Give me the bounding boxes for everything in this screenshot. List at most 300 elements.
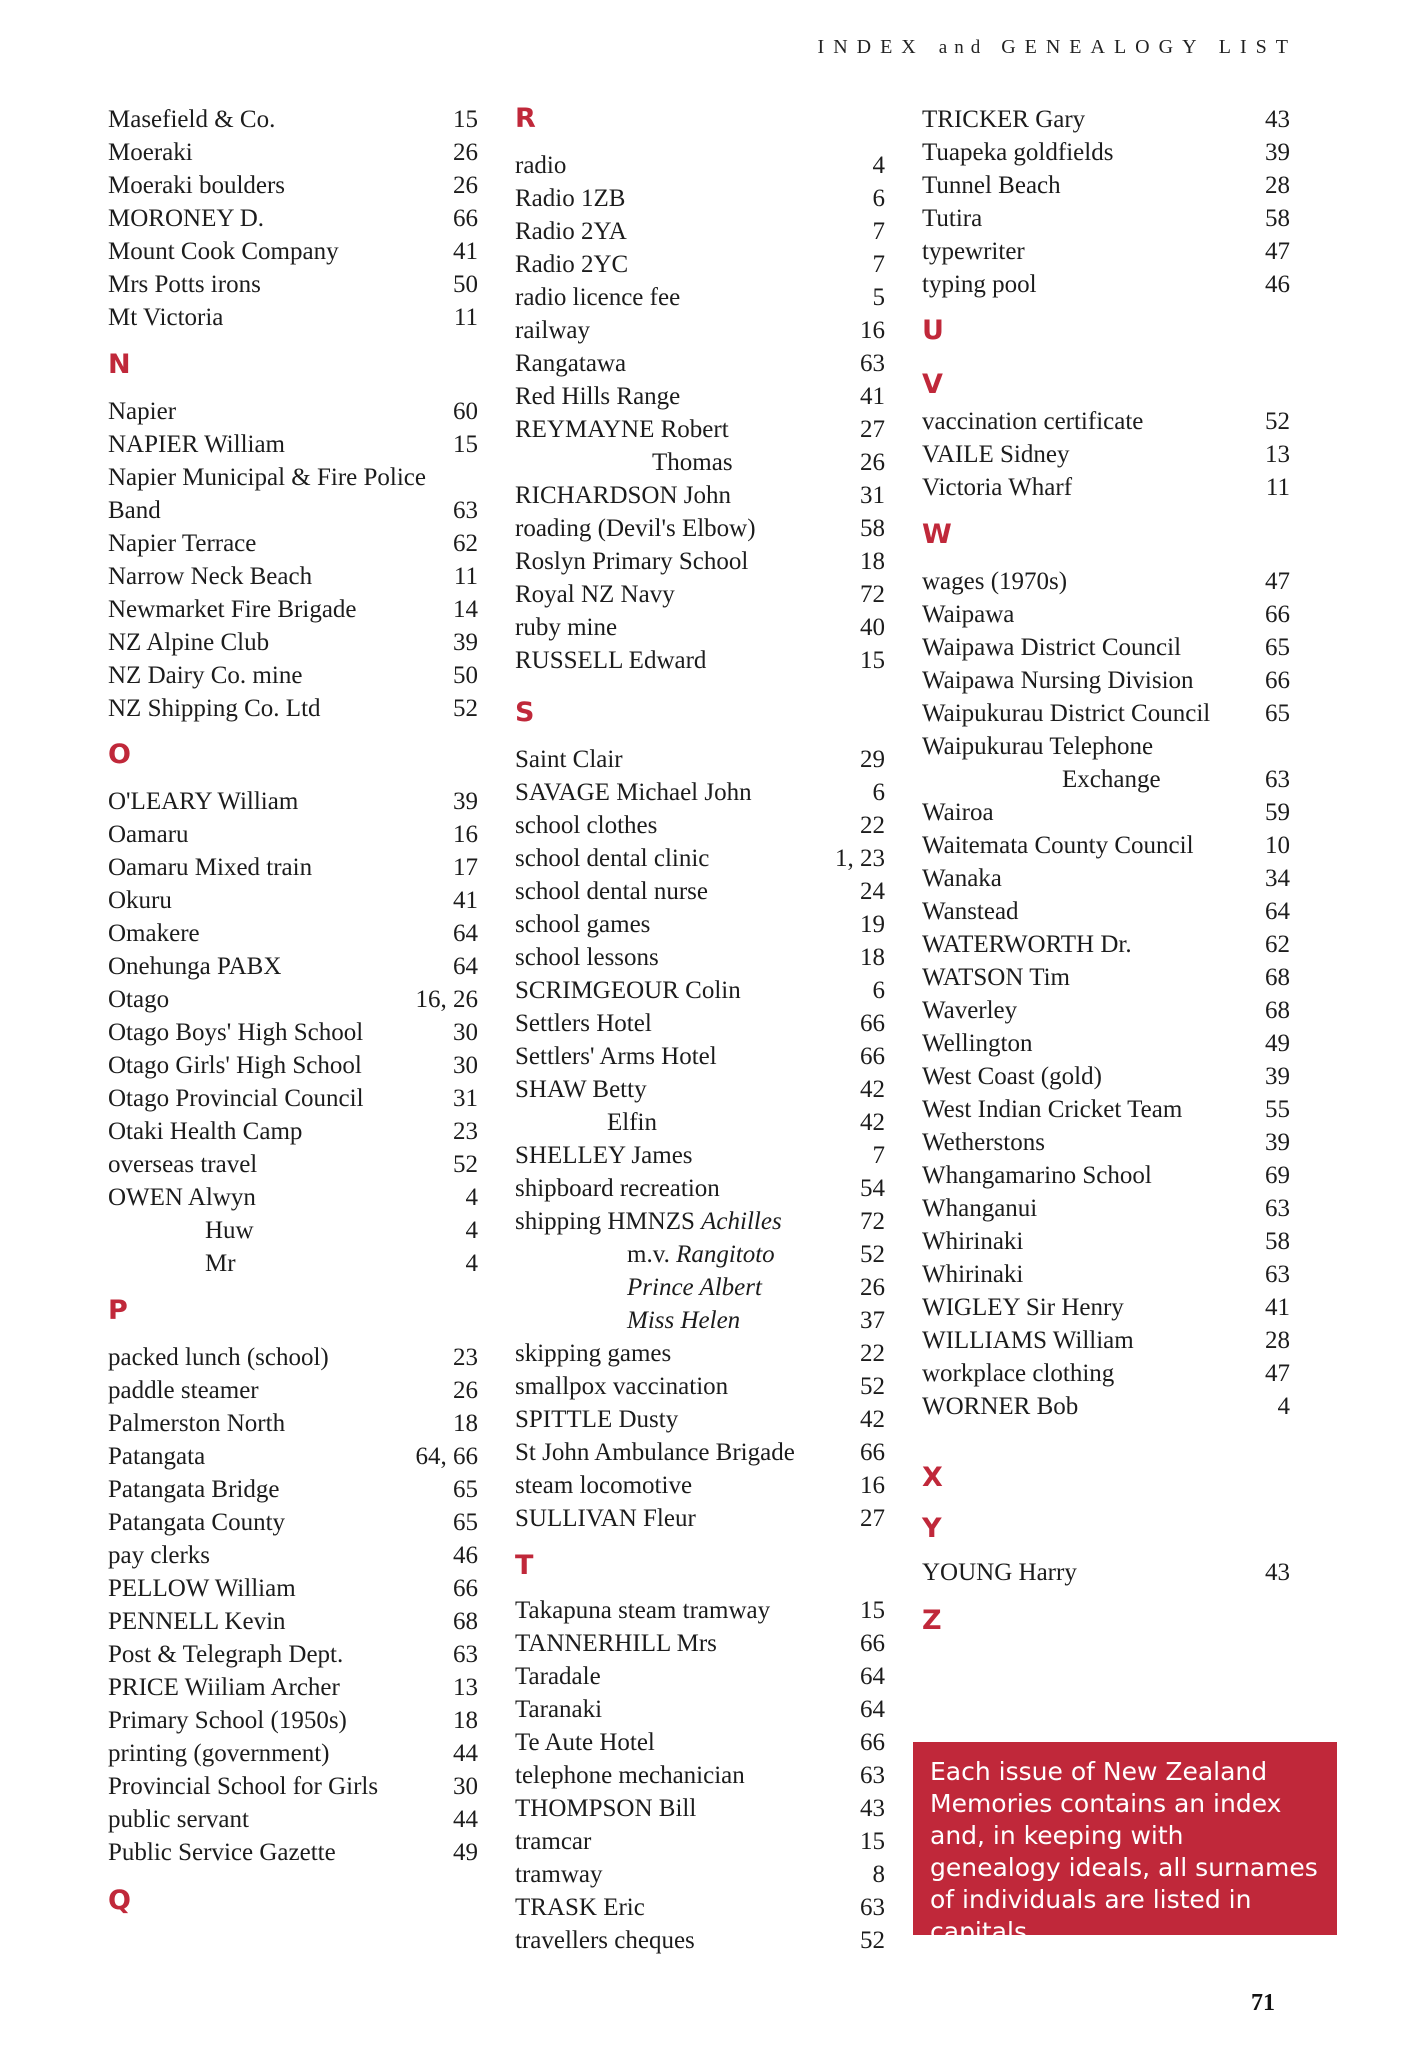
- entry-term: [108, 884, 172, 917]
- index-entry: [108, 136, 478, 169]
- index-entry: [922, 1126, 1290, 1159]
- entry-page-number: 64: [453, 953, 478, 980]
- entry-term-italic: Prince Albert: [627, 1274, 762, 1301]
- index-entry: [108, 1836, 478, 1869]
- index-entry: [922, 1192, 1290, 1225]
- index-entry: [922, 1159, 1290, 1192]
- entry-term-text: Red Hills Range: [515, 383, 681, 410]
- index-entry: [515, 1469, 885, 1502]
- entry-page-number: 47: [1265, 238, 1290, 265]
- entry-term-text: railway: [515, 317, 590, 344]
- section-t: [515, 1594, 885, 1957]
- entry-term-text: Mount Cook Company: [108, 238, 339, 265]
- entry-term: [108, 1148, 257, 1181]
- entry-term: [922, 1324, 1134, 1357]
- entry-term: [515, 380, 680, 413]
- page-number: 71: [1251, 1990, 1275, 2016]
- entry-term-text: Te Aute Hotel: [515, 1729, 655, 1756]
- index-entry: [922, 471, 1290, 504]
- entry-term-text: Thomas: [652, 449, 733, 476]
- entry-term-text: SULLIVAN Fleur: [515, 1505, 696, 1532]
- entry-term: [922, 1126, 1045, 1159]
- entry-term-text: Mt Victoria: [108, 304, 224, 331]
- entry-page-number: 65: [453, 1476, 478, 1503]
- entry-term: [108, 1803, 249, 1836]
- entry-page-number: 17: [453, 854, 478, 881]
- entry-term-text: WATERWORTH Dr.: [922, 931, 1132, 958]
- entry-page-number: 23: [453, 1118, 478, 1145]
- entry-page-number: 22: [860, 1340, 885, 1367]
- entry-term: [515, 314, 590, 347]
- entry-page-number: 13: [1265, 441, 1290, 468]
- entry-term: [515, 512, 756, 545]
- entry-term: [922, 1192, 1037, 1225]
- index-entry: [108, 103, 478, 136]
- index-entry: [108, 1016, 478, 1049]
- entry-term-text: REYMAYNE Robert: [515, 416, 729, 443]
- entry-term: [515, 347, 626, 380]
- entry-term: [515, 1924, 695, 1957]
- entry-term-text: Whangamarino School: [922, 1162, 1152, 1189]
- entry-page-number: 66: [860, 1043, 885, 1070]
- entry-term-text: Waipukurau District Council: [922, 700, 1211, 727]
- index-entry: [108, 461, 478, 494]
- entry-term: [922, 268, 1037, 301]
- index-entry: [108, 626, 478, 659]
- entry-term-text: Rangatawa: [515, 350, 627, 377]
- entry-page-number: 72: [860, 581, 885, 608]
- entry-page-number: 11: [1265, 474, 1290, 501]
- entry-page-number: 46: [453, 1542, 478, 1569]
- entry-term: [922, 565, 1067, 598]
- entry-page-number: 65: [1265, 700, 1290, 727]
- letter-heading-w: W: [922, 519, 952, 550]
- entry-page-number: 52: [860, 1927, 885, 1954]
- entry-term: [922, 1225, 1023, 1258]
- entry-page-number: 4: [872, 152, 885, 179]
- entry-page-number: 11: [453, 563, 478, 590]
- letter-heading-o: O: [108, 739, 131, 770]
- entry-page-number: 26: [453, 1377, 478, 1404]
- entry-term-text: Waitemata County Council: [922, 832, 1194, 859]
- entry-term-text: Elfin: [607, 1109, 657, 1136]
- entry-term-text: Masefield & Co.: [108, 106, 276, 133]
- entry-page-number: 49: [1265, 1030, 1290, 1057]
- entry-term-text: MORONEY D.: [108, 205, 265, 232]
- entry-page-number: 1, 23: [835, 845, 885, 872]
- index-entry: [108, 1049, 478, 1082]
- entry-term-text: Napier: [108, 398, 177, 425]
- entry-term: [108, 1638, 343, 1671]
- section-v: [922, 405, 1290, 504]
- entry-term-text: Wellington: [922, 1030, 1033, 1057]
- entry-term-text: Radio 2YA: [515, 218, 627, 245]
- entry-page-number: 15: [453, 431, 478, 458]
- entry-page-number: 16: [860, 317, 885, 344]
- index-entry: [515, 1106, 885, 1139]
- entry-term-text: RUSSELL Edward: [515, 647, 707, 674]
- entry-term-text: shipping HMNZS: [515, 1208, 695, 1235]
- index-entry: [108, 428, 478, 461]
- entry-term-text: Exchange: [1062, 766, 1161, 793]
- index-entry: [515, 875, 885, 908]
- entry-term-text: Tuapeka goldfields: [922, 139, 1114, 166]
- entry-term: [922, 1027, 1032, 1060]
- header-index: INDEX: [817, 36, 925, 58]
- letter-heading-v: V: [922, 369, 943, 400]
- entry-page-number: 5: [872, 284, 885, 311]
- index-entry: [108, 494, 478, 527]
- letter-heading-n: N: [108, 349, 131, 380]
- entry-term: [627, 1238, 775, 1271]
- section-p: [108, 1341, 478, 1869]
- index-entry: [515, 809, 885, 842]
- entry-term-text: Radio 2YC: [515, 251, 629, 278]
- section-w: [922, 565, 1290, 1423]
- entry-page-number: 66: [860, 1630, 885, 1657]
- entry-page-number: 59: [1265, 799, 1290, 826]
- entry-term: [108, 202, 264, 235]
- entry-term-text: Onehunga PABX: [108, 953, 282, 980]
- entry-term-text: packed lunch (school): [108, 1344, 329, 1371]
- index-entry: [922, 1225, 1290, 1258]
- entry-term: [515, 809, 657, 842]
- entry-term: [922, 796, 994, 829]
- entry-term-text: typewriter: [922, 238, 1025, 265]
- entry-term: [515, 875, 708, 908]
- entry-term: [108, 1539, 210, 1572]
- entry-page-number: 58: [1265, 205, 1290, 232]
- entry-term: [515, 1759, 745, 1792]
- letter-heading-z: Z: [922, 1605, 942, 1636]
- entry-term-text: public servant: [108, 1806, 249, 1833]
- index-entry: [922, 895, 1290, 928]
- entry-page-number: 15: [860, 1597, 885, 1624]
- entry-page-number: 52: [1265, 408, 1290, 435]
- entry-term-text: Mrs Potts irons: [108, 271, 261, 298]
- entry-term-text: WIGLEY Sir Henry: [922, 1294, 1124, 1321]
- index-entry: [515, 479, 885, 512]
- entry-term-text: Napier Municipal & Fire Police: [108, 464, 426, 491]
- index-entry: [108, 1737, 478, 1770]
- index-entry: [515, 1370, 885, 1403]
- entry-term: [108, 103, 275, 136]
- entry-page-number: 63: [1265, 1261, 1290, 1288]
- entry-page-number: 63: [453, 1641, 478, 1668]
- index-entry: [515, 1858, 885, 1891]
- entry-term-text: roading (Devil's Elbow): [515, 515, 756, 542]
- index-entry: [108, 1115, 478, 1148]
- entry-term-text: TANNERHILL Mrs: [515, 1630, 717, 1657]
- index-entry: [922, 664, 1290, 697]
- entry-term-text: Saint Clair: [515, 746, 623, 773]
- index-entry: [108, 1704, 478, 1737]
- entry-term-text: O'LEARY William: [108, 788, 299, 815]
- entry-term: [922, 405, 1143, 438]
- index-entry: [515, 347, 885, 380]
- entry-term-text: school games: [515, 911, 651, 938]
- entry-page-number: 68: [453, 1608, 478, 1635]
- entry-term-text: Omakere: [108, 920, 200, 947]
- index-entry: [515, 1825, 885, 1858]
- entry-term: [922, 1291, 1124, 1324]
- entry-term: [627, 1271, 762, 1304]
- entry-page-number: 7: [872, 251, 885, 278]
- entry-page-number: 63: [453, 497, 478, 524]
- entry-term-text: Moeraki: [108, 139, 193, 166]
- index-entry: [515, 1337, 885, 1370]
- entry-page-number: 26: [860, 449, 885, 476]
- entry-page-number: 6: [872, 185, 885, 212]
- entry-term-text: Wanaka: [922, 865, 1002, 892]
- entry-page-number: 66: [1265, 601, 1290, 628]
- entry-term: [108, 1181, 256, 1214]
- entry-page-number: 43: [1265, 1559, 1290, 1586]
- entry-term: [515, 1469, 692, 1502]
- index-entry: [515, 941, 885, 974]
- index-entry: [108, 659, 478, 692]
- entry-term-text: travellers cheques: [515, 1927, 695, 1954]
- entry-page-number: 63: [860, 1762, 885, 1789]
- entry-term-text: Otago Girls' High School: [108, 1052, 362, 1079]
- entry-page-number: 15: [860, 1828, 885, 1855]
- index-entry: [515, 1759, 885, 1792]
- index-entry: [922, 1093, 1290, 1126]
- entry-term: [922, 961, 1070, 994]
- entry-term: [108, 950, 281, 983]
- entry-page-number: 63: [860, 350, 885, 377]
- header-genealogy-list: GENEALOGY LIST: [1001, 36, 1297, 58]
- entry-term-text: Post & Telegraph Dept.: [108, 1641, 344, 1668]
- entry-page-number: 16, 26: [415, 986, 478, 1013]
- index-entry: [922, 1556, 1290, 1589]
- entry-term-text: school dental clinic: [515, 845, 710, 872]
- entry-term-text: VAILE Sidney: [922, 441, 1070, 468]
- entry-term-text: St John Ambulance Brigade: [515, 1439, 795, 1466]
- entry-term-text: Oamaru: [108, 821, 189, 848]
- index-entry: [922, 438, 1290, 471]
- index-entry: [922, 763, 1290, 796]
- entry-term: [108, 818, 189, 851]
- entry-page-number: 30: [453, 1773, 478, 1800]
- index-entry: [922, 862, 1290, 895]
- entry-term: [108, 1473, 279, 1506]
- entry-term: [922, 471, 1072, 504]
- entry-term-text: YOUNG Harry: [922, 1559, 1077, 1586]
- entry-term-italic: Rangitoto: [676, 1241, 775, 1268]
- index-entry: [108, 1374, 478, 1407]
- entry-page-number: 41: [453, 887, 478, 914]
- entry-term: [108, 1440, 205, 1473]
- entry-term-text: Tunnel Beach: [922, 172, 1061, 199]
- index-entry: [515, 1403, 885, 1436]
- entry-term-text: Whanganui: [922, 1195, 1038, 1222]
- entry-term-text: radio: [515, 152, 567, 179]
- entry-term: [515, 413, 729, 446]
- index-entry: [922, 928, 1290, 961]
- entry-term: [922, 1258, 1023, 1291]
- entry-term: [515, 1370, 728, 1403]
- index-entry: [515, 611, 885, 644]
- index-entry: [922, 136, 1290, 169]
- entry-term-text: West Indian Cricket Team: [922, 1096, 1183, 1123]
- entry-term-text: SAVAGE Michael John: [515, 779, 752, 806]
- entry-page-number: 22: [860, 812, 885, 839]
- entry-page-number: 16: [860, 1472, 885, 1499]
- index-entry: [108, 785, 478, 818]
- index-entry: [108, 527, 478, 560]
- entry-term-text: Whirinaki: [922, 1228, 1024, 1255]
- entry-term: [108, 851, 312, 884]
- entry-term-text: Waipawa Nursing Division: [922, 667, 1194, 694]
- entry-term-text: Huw: [205, 1217, 254, 1244]
- entry-page-number: 72: [860, 1208, 885, 1235]
- index-entry: [515, 1238, 885, 1271]
- entry-page-number: 43: [860, 1795, 885, 1822]
- index-entry: [515, 1693, 885, 1726]
- entry-page-number: 64: [1265, 898, 1290, 925]
- entry-term-text: Wetherstons: [922, 1129, 1045, 1156]
- entry-page-number: 52: [860, 1241, 885, 1268]
- entry-page-number: 42: [860, 1406, 885, 1433]
- entry-term-italic: Achilles: [701, 1208, 782, 1235]
- entry-term: [515, 545, 748, 578]
- entry-term: [607, 1106, 657, 1139]
- entry-page-number: 31: [860, 482, 885, 509]
- index-entry: [922, 829, 1290, 862]
- entry-page-number: 42: [860, 1109, 885, 1136]
- entry-page-number: 62: [1265, 931, 1290, 958]
- entry-term: [515, 1594, 770, 1627]
- index-entry: [515, 578, 885, 611]
- entry-page-number: 64: [453, 920, 478, 947]
- entry-page-number: 18: [453, 1707, 478, 1734]
- entry-term-text: tramway: [515, 1861, 603, 1888]
- entry-term-text: RICHARDSON John: [515, 482, 732, 509]
- entry-term-text: Victoria Wharf: [922, 474, 1073, 501]
- index-entry: [108, 692, 478, 725]
- index-entry: [108, 1638, 478, 1671]
- entry-page-number: 42: [860, 1076, 885, 1103]
- entry-term: [515, 1436, 795, 1469]
- entry-term-text: Otago Provincial Council: [108, 1085, 364, 1112]
- section-m: [108, 103, 478, 334]
- index-entry: [922, 169, 1290, 202]
- index-entry: [108, 818, 478, 851]
- entry-page-number: 47: [1265, 568, 1290, 595]
- index-entry: [922, 796, 1290, 829]
- index-entry: [922, 202, 1290, 235]
- index-entry: [515, 776, 885, 809]
- entry-term: [515, 1825, 591, 1858]
- entry-term: [515, 248, 628, 281]
- entry-term: [922, 664, 1194, 697]
- index-entry: [922, 598, 1290, 631]
- entry-term: [108, 169, 285, 202]
- entry-term-text: Primary School (1950s): [108, 1707, 347, 1734]
- index-entry: [515, 1627, 885, 1660]
- entry-page-number: 46: [1265, 271, 1290, 298]
- entry-term: [922, 1556, 1077, 1589]
- entry-term: [515, 974, 741, 1007]
- entry-term: [108, 593, 357, 626]
- entry-term-text: Wairoa: [922, 799, 994, 826]
- entry-term: [515, 1040, 717, 1073]
- index-entry: [922, 1027, 1290, 1060]
- entry-page-number: 8: [872, 1861, 885, 1888]
- index-entry: [515, 842, 885, 875]
- entry-page-number: 4: [465, 1184, 478, 1211]
- index-entry: [515, 743, 885, 776]
- entry-term-text: Otago Boys' High School: [108, 1019, 364, 1046]
- index-entry: [515, 1436, 885, 1469]
- index-entry: [108, 983, 478, 1016]
- entry-term: [515, 1660, 601, 1693]
- entry-term: [108, 136, 193, 169]
- index-entry: [108, 884, 478, 917]
- entry-term: [922, 235, 1025, 268]
- entry-term: [108, 659, 302, 692]
- entry-term: [515, 1337, 671, 1370]
- entry-term: [515, 776, 752, 809]
- index-entry: [108, 1082, 478, 1115]
- entry-term: [108, 395, 176, 428]
- entry-term-text: school dental nurse: [515, 878, 709, 905]
- entry-page-number: 4: [465, 1217, 478, 1244]
- entry-term-text: WATSON Tim: [922, 964, 1070, 991]
- entry-page-number: 44: [453, 1806, 478, 1833]
- index-entry: [515, 1891, 885, 1924]
- entry-page-number: 28: [1265, 1327, 1290, 1354]
- entry-term-text: Waipawa District Council: [922, 634, 1182, 661]
- entry-term: [515, 1627, 717, 1660]
- entry-term-text: Band: [108, 497, 161, 524]
- letter-heading-q: Q: [108, 1885, 131, 1916]
- entry-term-text: NAPIER William: [108, 431, 286, 458]
- entry-term-text: m.v.: [627, 1241, 670, 1268]
- index-entry: [515, 314, 885, 347]
- entry-page-number: 66: [453, 1575, 478, 1602]
- entry-term-text: Patangata Bridge: [108, 1476, 280, 1503]
- genealogy-note-box: Each issue of New Zealand Memories contains an index and, in keeping with genealogy ideals, all surnames of individuals are listed in capitals.: [913, 1742, 1337, 1935]
- index-entry: [515, 545, 885, 578]
- entry-page-number: 68: [1265, 997, 1290, 1024]
- index-entry: [922, 730, 1290, 763]
- index-entry: [515, 1040, 885, 1073]
- entry-term-italic: Miss Helen: [627, 1307, 741, 1334]
- index-entry: [108, 560, 478, 593]
- entry-term: [515, 578, 675, 611]
- letter-heading-r: R: [515, 103, 536, 134]
- index-entry: [108, 1605, 478, 1638]
- entry-term-text: Provincial School for Girls: [108, 1773, 379, 1800]
- entry-term: [922, 103, 1085, 136]
- entry-term: [108, 494, 161, 527]
- entry-page-number: 18: [860, 944, 885, 971]
- entry-term: [205, 1214, 254, 1247]
- index-entry: [922, 405, 1290, 438]
- entry-term: [515, 842, 709, 875]
- letter-heading-s: S: [515, 697, 535, 728]
- entry-term-text: TRICKER Gary: [922, 106, 1086, 133]
- entry-term: [108, 1016, 363, 1049]
- index-entry: [922, 1060, 1290, 1093]
- index-entry: [108, 1770, 478, 1803]
- entry-term-text: Roslyn Primary School: [515, 548, 749, 575]
- entry-term: [922, 994, 1017, 1027]
- entry-term: [922, 895, 1019, 928]
- entry-term: [108, 1506, 285, 1539]
